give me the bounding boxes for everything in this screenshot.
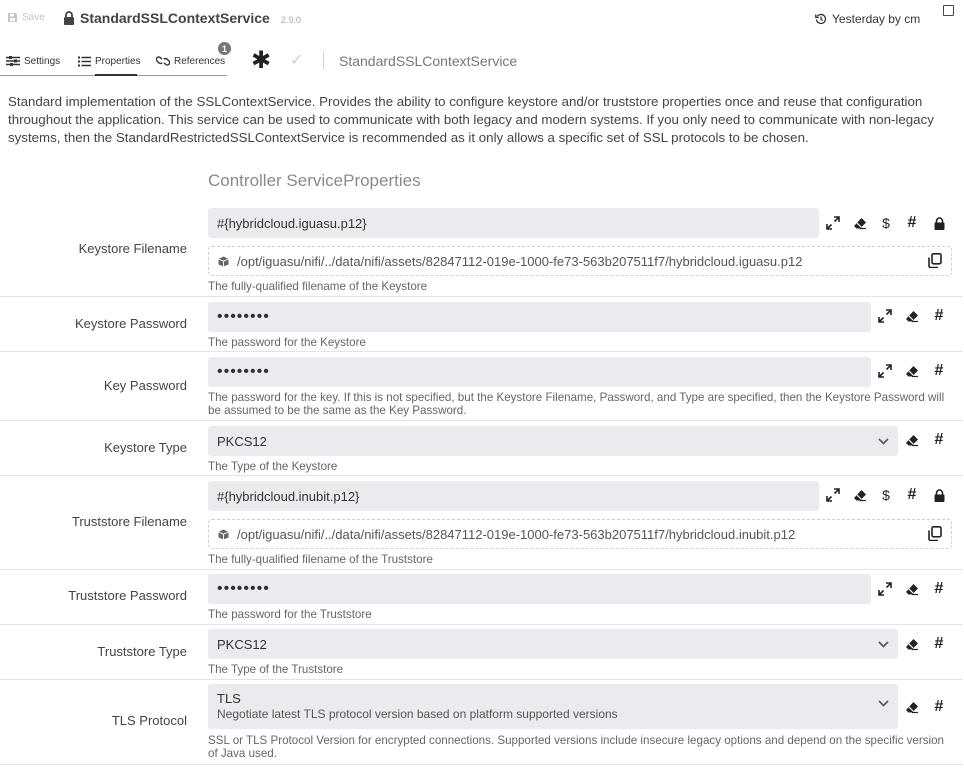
save-label: Save <box>22 12 45 23</box>
tls-protocol-help: SSL or TLS Protocol Version for encrypted connections. Supported versions include insecure legacy options and depend on the specific version of Java used. <box>208 734 944 760</box>
truststore-type-label: Truststore Type <box>97 644 187 659</box>
eraser-icon[interactable] <box>903 698 921 716</box>
row-divider <box>0 296 962 297</box>
row-divider <box>0 679 962 680</box>
asterisk-icon[interactable]: ✱ <box>251 47 272 74</box>
toolbar-divider <box>323 51 324 70</box>
row-divider <box>0 569 962 570</box>
key-password-help: The password for the key. If this is not specified, but the Keystore Filename, Password, and Type are specified, then the Keystore Password will be assumed to be the same as the Key Password. <box>208 391 945 417</box>
row-divider <box>0 420 962 421</box>
truststore-password-help: The password for the Truststore <box>208 608 372 621</box>
floppy-icon <box>7 12 18 23</box>
copy-icon[interactable] <box>928 526 944 542</box>
expand-icon[interactable] <box>876 362 894 380</box>
eraser-icon[interactable] <box>903 307 921 325</box>
key-password-input[interactable]: •••••••• <box>208 357 871 387</box>
eraser-icon[interactable] <box>851 486 869 504</box>
chevron-down-icon <box>878 700 889 707</box>
maximize-icon[interactable] <box>943 5 954 16</box>
cube-icon <box>218 256 229 267</box>
section-title: Controller ServiceProperties <box>208 171 421 190</box>
tab-settings-label: Settings <box>24 55 61 67</box>
cube-icon <box>218 529 229 540</box>
parameter-icon[interactable]: $ <box>882 487 890 503</box>
lock-icon[interactable] <box>930 214 948 232</box>
tls-protocol-value-description: Negotiate latest TLS protocol version based on platform supported versions <box>217 707 618 721</box>
truststore-type-help: The Type of the Truststore <box>208 663 344 676</box>
row-divider <box>0 624 962 625</box>
hash-icon[interactable]: # <box>934 431 944 448</box>
hash-icon[interactable]: # <box>907 486 917 503</box>
eraser-icon[interactable] <box>903 431 921 449</box>
truststore-filename-resolved <box>208 519 952 549</box>
copy-icon[interactable] <box>928 253 944 269</box>
check-icon[interactable]: ✓ <box>290 52 304 69</box>
keystore-filename-input[interactable]: #{hybridcloud.iguasu.p12} <box>208 208 819 238</box>
tls-protocol-value: TLS <box>217 691 241 706</box>
tls-protocol-label: TLS Protocol <box>111 713 187 728</box>
tab-properties[interactable] <box>78 48 141 74</box>
eraser-icon[interactable] <box>903 362 921 380</box>
expand-icon[interactable] <box>824 214 842 232</box>
breadcrumb: StandardSSLContextService <box>339 53 518 69</box>
truststore-filename-input[interactable]: #{hybridcloud.inubit.p12} <box>208 481 819 511</box>
hash-icon[interactable]: # <box>934 362 944 379</box>
hash-icon[interactable]: # <box>934 698 944 715</box>
expand-icon[interactable] <box>876 307 894 325</box>
truststore-type-value: PKCS12 <box>217 636 267 652</box>
hash-icon[interactable]: # <box>934 307 944 324</box>
keystore-password-label: Keystore Password <box>75 316 187 331</box>
keystore-filename-resolved-value: /opt/iguasu/nifi/../data/nifi/assets/82847112-019e-1000-fe73-563b207511f7/hybridcloud.iguasu.p12 <box>237 253 803 269</box>
lock-icon <box>63 11 75 25</box>
history-icon <box>815 13 827 25</box>
references-count-badge: 1 <box>218 42 231 55</box>
truststore-filename-resolved-value: /opt/iguasu/nifi/../data/nifi/assets/82847112-019e-1000-fe73-563b207511f7/hybridcloud.inubit.p12 <box>237 526 796 542</box>
version-label: 2.9.0 <box>280 14 301 25</box>
page-title: StandardSSLContextService <box>80 10 270 26</box>
keystore-filename-label: Keystore Filename <box>78 241 187 256</box>
eraser-icon[interactable] <box>903 580 921 598</box>
eraser-icon[interactable] <box>903 635 921 653</box>
row-divider <box>0 764 962 765</box>
parameter-icon[interactable]: $ <box>882 215 890 231</box>
truststore-type-select[interactable] <box>208 629 898 659</box>
row-divider <box>0 475 962 476</box>
hash-icon[interactable]: # <box>934 580 944 597</box>
tab-references-label: References <box>174 55 226 67</box>
title-wrap <box>63 10 301 26</box>
truststore-filename-help: The fully-qualified filename of the Truststore <box>208 553 433 566</box>
keystore-type-select[interactable] <box>208 426 898 456</box>
tls-protocol-select[interactable] <box>208 684 898 729</box>
truststore-password-label: Truststore Password <box>68 588 187 603</box>
keystore-password-help: The password for the Keystore <box>208 336 366 349</box>
expand-icon[interactable] <box>824 486 842 504</box>
eraser-icon[interactable] <box>851 214 869 232</box>
keystore-password-input[interactable]: •••••••• <box>208 302 871 332</box>
truststore-filename-label: Truststore Filename <box>71 514 187 529</box>
sliders-icon <box>6 55 20 67</box>
top-bar <box>0 0 964 38</box>
expand-icon[interactable] <box>876 580 894 598</box>
tab-references[interactable] <box>156 48 225 74</box>
link-icon <box>156 55 170 67</box>
keystore-type-label: Keystore Type <box>104 440 187 455</box>
save-button[interactable] <box>7 12 45 23</box>
keystore-filename-resolved <box>208 246 952 276</box>
key-password-label: Key Password <box>103 378 187 393</box>
active-tab-indicator <box>95 74 137 76</box>
hash-icon[interactable]: # <box>907 214 917 231</box>
lock-icon[interactable] <box>930 486 948 504</box>
keystore-type-value: PKCS12 <box>217 433 267 449</box>
hash-icon[interactable]: # <box>934 635 944 652</box>
keystore-type-help: The Type of the Keystore <box>208 460 338 473</box>
keystore-filename-help: The fully-qualified filename of the Keystore <box>208 280 428 293</box>
tab-properties-label: Properties <box>95 55 141 67</box>
last-modified-text: Yesterday by cm <box>832 12 921 26</box>
tab-settings[interactable] <box>6 48 60 74</box>
truststore-password-input[interactable]: •••••••• <box>208 574 871 604</box>
last-modified[interactable] <box>815 12 920 26</box>
service-description: Standard implementation of the SSLContextService. Provides the ability to configure keystore and/or truststore properties once and reuse that configuration throughout the application. This service can be used to communicate with both legacy and modern systems. If you only need to communicate with non-legacy systems, then the StandardRestrictedSSLContextService is recommended as it only allows a specific set of SSL protocols to be chosen. <box>8 94 934 145</box>
chevron-down-icon <box>878 438 889 445</box>
list-icon <box>78 56 91 67</box>
row-divider <box>0 351 962 352</box>
chevron-down-icon <box>878 641 889 648</box>
